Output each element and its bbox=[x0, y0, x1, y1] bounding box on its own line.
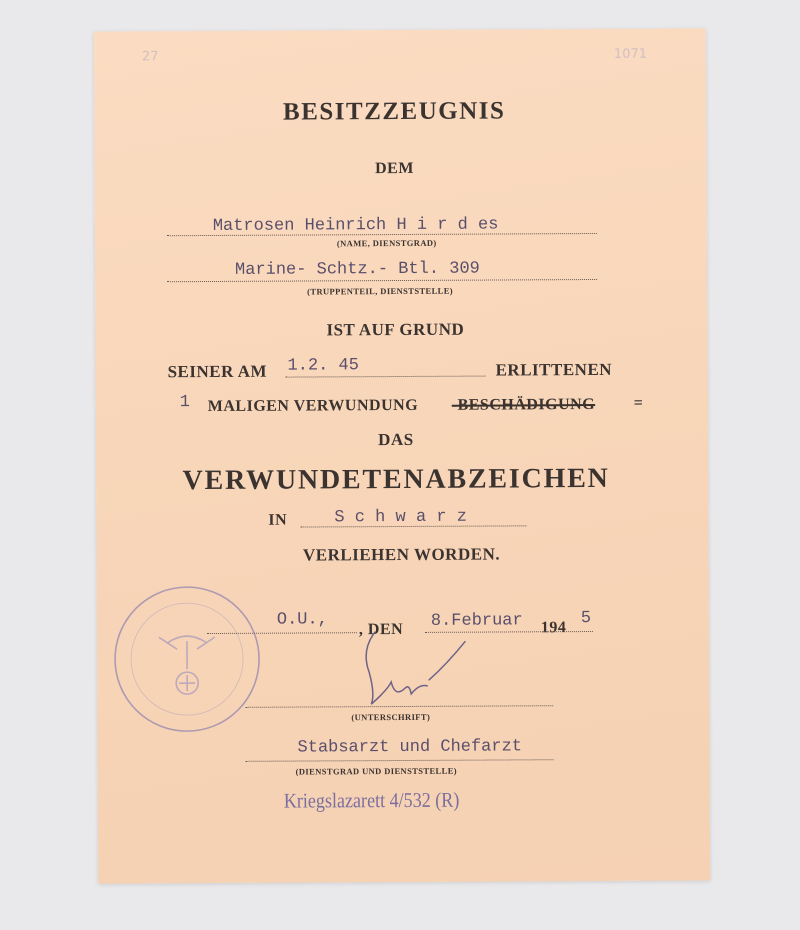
rank-line bbox=[246, 759, 554, 762]
recipient-caption: (NAME, DIENSTGRAD) bbox=[336, 237, 437, 249]
document-title: BESITZZEUGNIS bbox=[282, 97, 506, 126]
handwritten-signature bbox=[347, 624, 487, 715]
pencil-mark-top-right: 1071 bbox=[613, 46, 648, 62]
year-prefix: 194 bbox=[540, 619, 567, 637]
ist-auf-grund: IST AUF GRUND bbox=[326, 319, 465, 340]
ink-stamp-hospital: Kriegslazarett 4/532 (R) bbox=[283, 787, 460, 813]
award-grade: S c h w a r z bbox=[334, 507, 467, 528]
pencil-mark-top-left: 27 bbox=[141, 49, 159, 65]
das-label: DAS bbox=[378, 429, 414, 450]
unit-caption: (TRUPPENTEIL, DIENSTSTELLE) bbox=[307, 285, 454, 297]
rank-caption: (DIENSTGRAD UND DIENSTSTELLE) bbox=[295, 765, 458, 777]
recipient-name: Matrosen Heinrich H i r d es bbox=[212, 215, 499, 236]
place-line bbox=[207, 632, 357, 634]
signature-caption: (UNTERSCHRIFT) bbox=[351, 711, 431, 723]
certificate-paper bbox=[94, 28, 710, 883]
award-name: VERWUNDETENABZEICHEN bbox=[182, 462, 610, 497]
year-digit: 5 bbox=[580, 609, 592, 629]
issue-date: 8.Februar bbox=[430, 611, 523, 631]
erlittenen-label: ERLITTENEN bbox=[495, 359, 613, 380]
award-grade-line bbox=[300, 525, 526, 527]
wound-date-line bbox=[286, 376, 486, 378]
den-label: , DEN bbox=[358, 620, 404, 639]
wound-count: 1 bbox=[179, 393, 190, 413]
verliehen-worden: VERLIEHEN WORDEN. bbox=[302, 544, 501, 565]
seiner-am-label: SEINER AM bbox=[167, 361, 268, 382]
in-label: IN bbox=[268, 511, 288, 529]
maligen-verwundung: MALIGEN VERWUNDUNG bbox=[207, 396, 419, 416]
round-seal-stamp bbox=[109, 579, 270, 740]
unit-line bbox=[167, 279, 597, 282]
wound-date: 1.2. 45 bbox=[287, 356, 359, 376]
signer-rank: Stabsarzt und Chefarzt bbox=[297, 737, 523, 758]
dem-label: DEM bbox=[375, 159, 414, 178]
equals-mark: = bbox=[633, 394, 644, 412]
beschaedigung-struck: -BESCHÄDIGUNG bbox=[451, 395, 596, 414]
unit-value: Marine- Schtz.- Btl. 309 bbox=[234, 259, 480, 280]
place: O.U., bbox=[276, 610, 328, 630]
